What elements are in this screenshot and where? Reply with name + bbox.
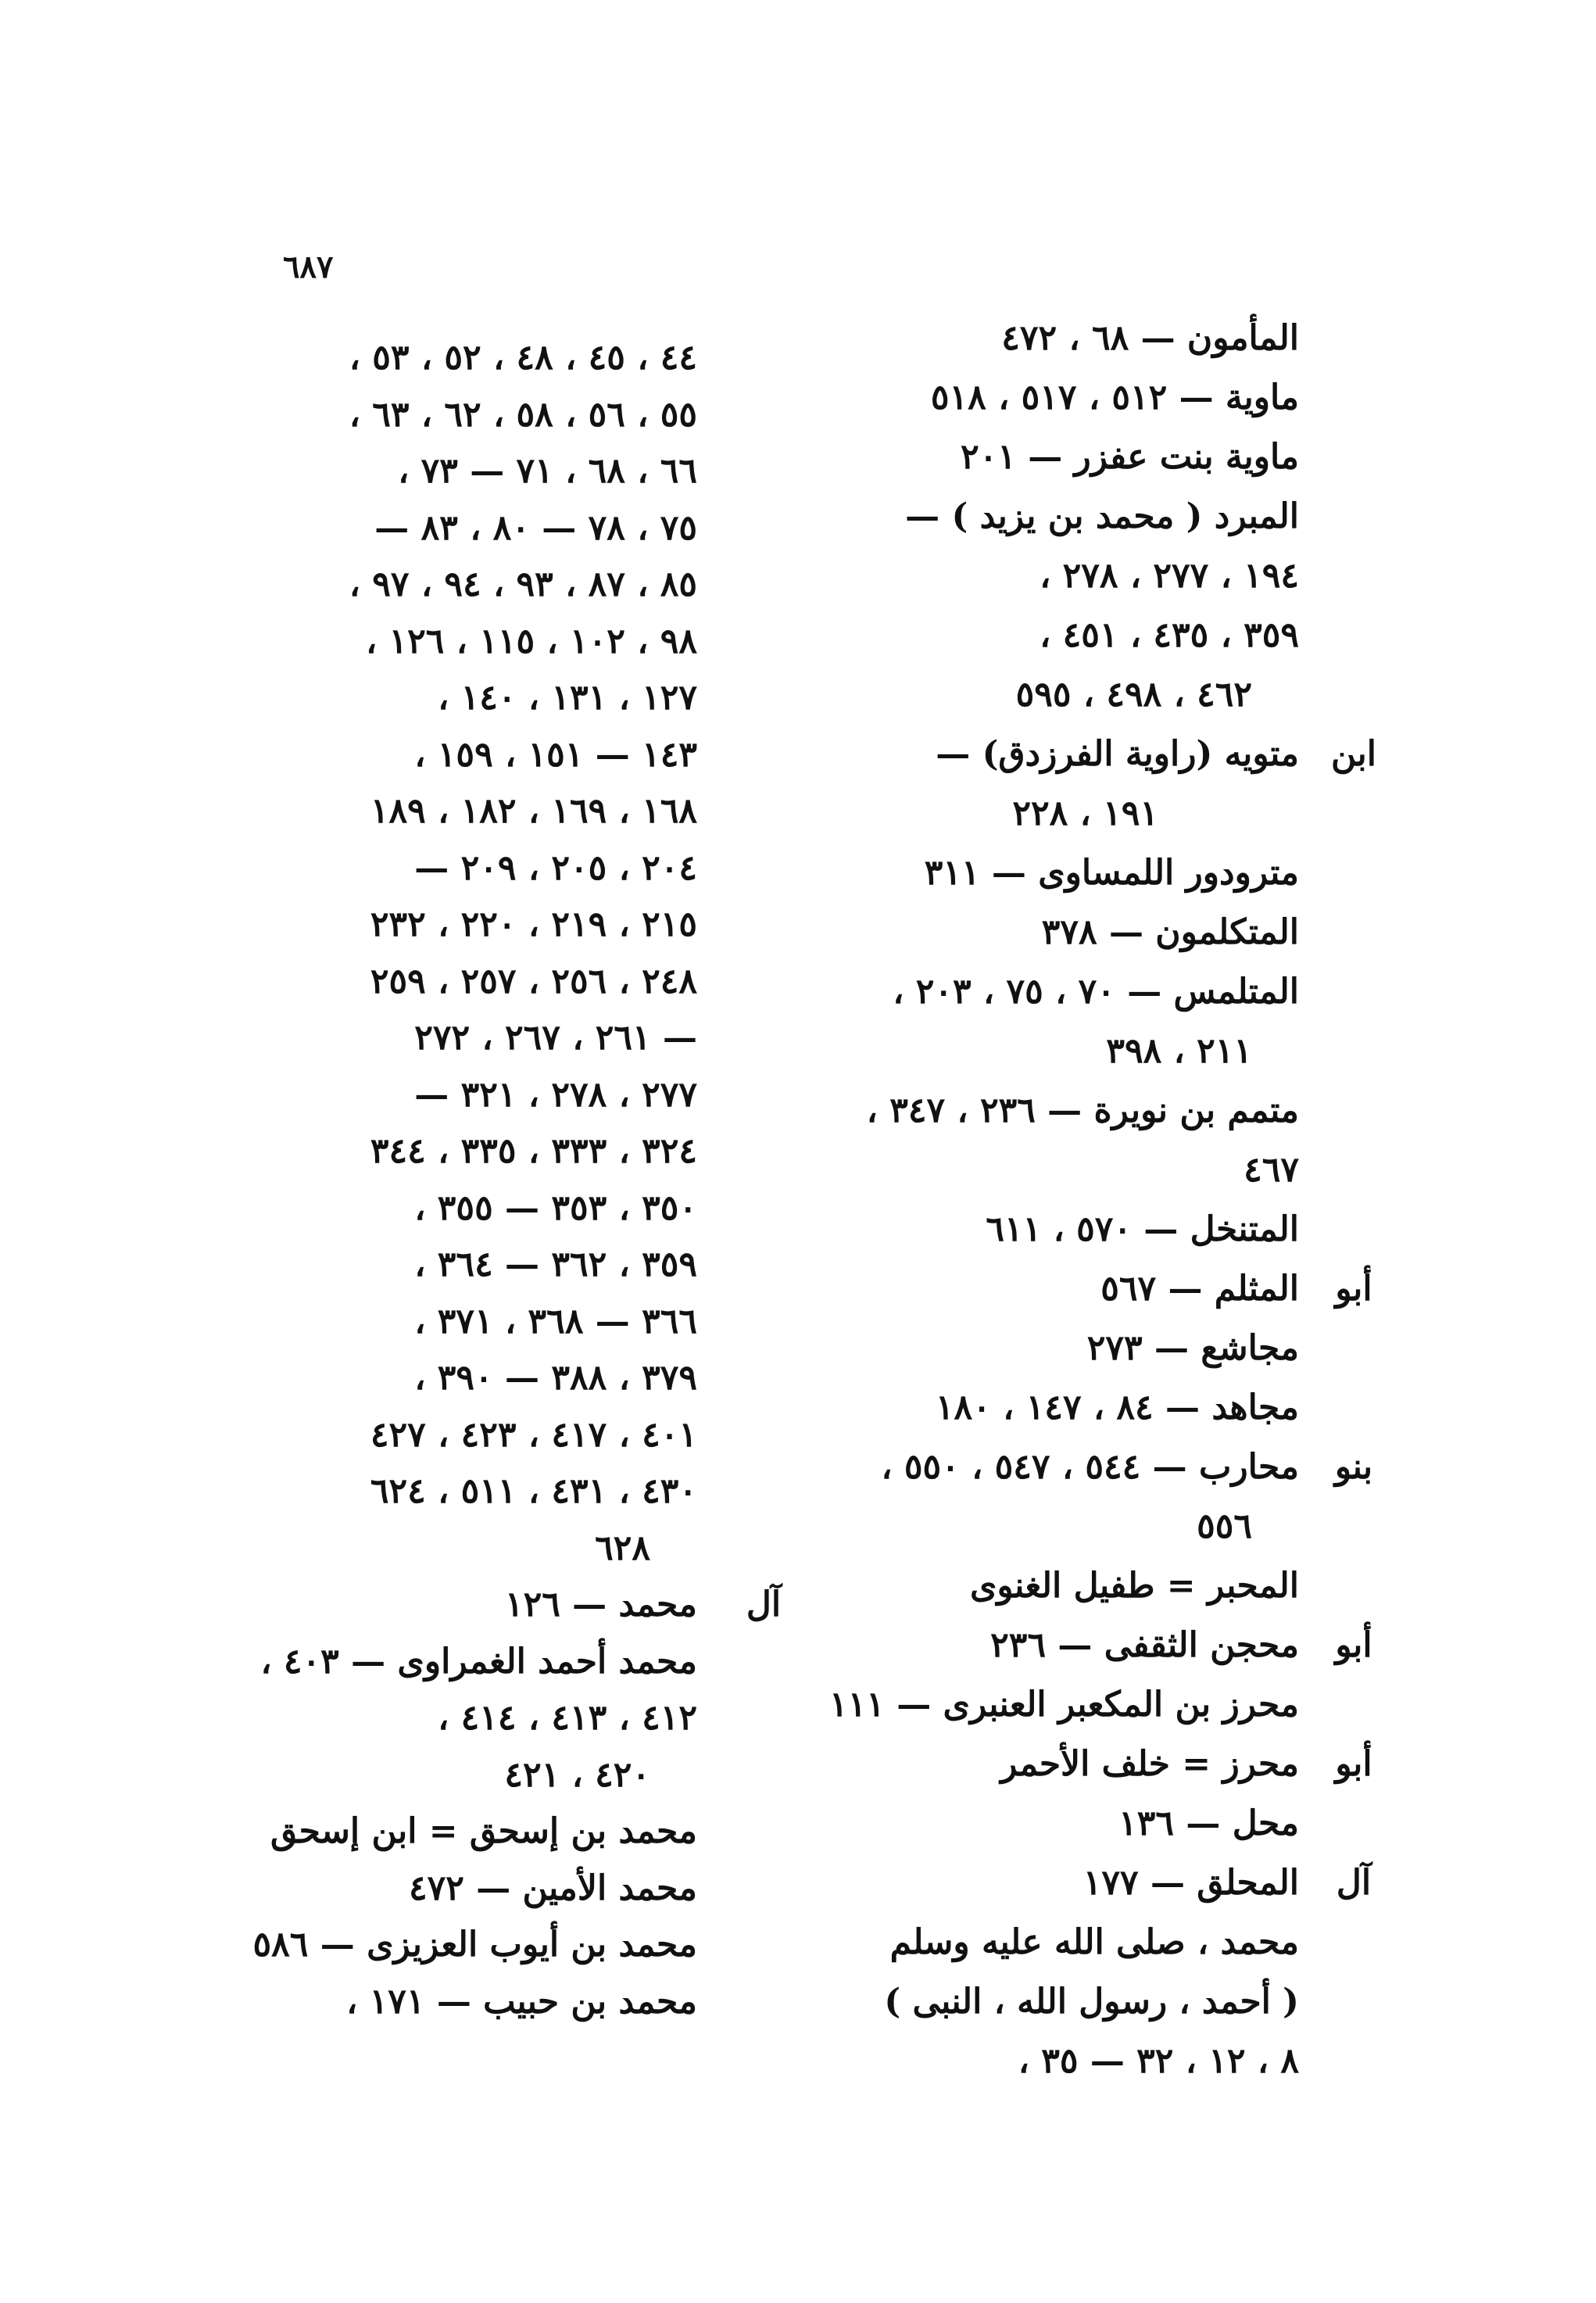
entry-text: ( أحمد ، رسول الله ، النبى ): [884, 1982, 1299, 2022]
index-entry: [705, 1675, 1299, 1735]
entry-text: محرز بن المكعبر العنبرى — ١١١: [828, 1685, 1299, 1725]
index-entry: [705, 487, 1299, 546]
index-entry: [705, 368, 1299, 428]
entry-text: المتلمس — ٧٠ ، ٧٥ ، ٢٠٣ ،: [893, 972, 1299, 1012]
index-entry: [103, 670, 697, 727]
index-entry: [705, 843, 1299, 903]
entry-text: ١٩١ ، ٢٢٨: [1012, 793, 1158, 833]
entry-text: ٢٧٧ ، ٢٧٨ ، ٣٢١ —: [414, 1074, 697, 1115]
entry-text: ٤٦٧: [1244, 1150, 1299, 1190]
index-entry: [103, 1747, 697, 1804]
entry-text: محل — ١٣٦: [1118, 1803, 1299, 1843]
entry-text: المتنخل — ٥٧٠ ، ٦١١: [986, 1209, 1299, 1249]
index-entry: [103, 1634, 697, 1691]
entry-prefix: بنو: [1334, 1447, 1373, 1487]
entry-text: محجن الثقفى — ٢٣٦: [990, 1625, 1299, 1665]
entry-text: محمد ، صلى الله عليه وسلم: [889, 1922, 1299, 1962]
entry-text: ٦٢٨: [595, 1528, 650, 1568]
index-entry: [103, 443, 697, 500]
entry-text: ٢٠٤ ، ٢٠٥ ، ٢٠٩ —: [414, 847, 697, 888]
entry-text: ٧٥ ، ٧٨ — ٨٠ ، ٨٣ —: [374, 507, 697, 548]
entry-text: مجاهد — ٨٤ ، ١٤٧ ، ١٨٠: [935, 1388, 1299, 1427]
index-entry: [705, 1854, 1372, 1913]
index-entry: [103, 614, 697, 671]
index-entry: [103, 557, 697, 614]
index-entry: [705, 903, 1299, 962]
entry-text: المحلق — ١٧٧: [1082, 1863, 1299, 1903]
entry-text: ١٩٤ ، ٢٧٧ ، ٢٧٨ ،: [1040, 556, 1299, 596]
entry-text: ٣٥٩ ، ٣٦٢ — ٣٦٤ ،: [414, 1245, 697, 1284]
index-entry: [705, 1259, 1372, 1319]
entry-text: المحبر = طفيل الغنوى: [969, 1566, 1299, 1606]
index-entry: [103, 1974, 697, 2031]
index-entry: [103, 1577, 782, 1634]
entry-text: — ٢٦١ ، ٢٦٧ ، ٢٧٢: [414, 1018, 697, 1058]
entry-text: ٥٥ ، ٥٦ ، ٥٨ ، ٦٢ ، ٦٣ ،: [349, 394, 697, 435]
entry-text: ٥٥٦: [1197, 1506, 1252, 1546]
entry-text: المثلم — ٥٦٧: [1100, 1269, 1299, 1309]
index-entry: [103, 840, 697, 897]
entry-prefix: ابن: [1331, 734, 1376, 774]
entry-prefix: أبو: [1335, 1744, 1372, 1784]
index-entry: [705, 309, 1299, 368]
index-entry: [103, 330, 697, 387]
index-entry: [103, 500, 697, 557]
entry-text: محمد الأمين — ٤٧٢: [408, 1868, 697, 1908]
entry-text: محمد بن إسحق = ابن إسحق: [270, 1811, 697, 1851]
index-entry: [705, 606, 1299, 665]
index-entry: [103, 1237, 697, 1294]
entry-prefix: آل: [1336, 1863, 1372, 1903]
index-entry: [103, 1803, 697, 1861]
entry-text: متويه (راوية الفرزدق) —: [936, 734, 1299, 774]
index-entry: [705, 546, 1299, 606]
entry-text: المأمون — ٦٨ ، ٤٧٢: [1001, 318, 1299, 358]
entry-text: ٤٠١ ، ٤١٧ ، ٤٢٣ ، ٤٢٧: [370, 1414, 697, 1455]
index-entry: [103, 1350, 697, 1407]
index-entry: [103, 1067, 697, 1124]
entry-text: ٨٥ ، ٨٧ ، ٩٣ ، ٩٤ ، ٩٧ ،: [349, 564, 697, 604]
index-column-right: [705, 309, 1376, 2091]
entry-text: ٤٢٠ ، ٤٢١: [504, 1754, 650, 1795]
index-entry: [705, 725, 1376, 784]
index-entry: [705, 1794, 1299, 1854]
index-entry: [103, 1520, 697, 1578]
index-entry: [705, 1497, 1299, 1556]
entry-text: ٣٥٠ ، ٣٥٣ — ٣٥٥ ،: [414, 1187, 697, 1228]
index-entry: [705, 2032, 1299, 2091]
index-entry: [705, 428, 1299, 487]
entry-text: مجاشع — ٢٧٣: [1086, 1328, 1299, 1368]
entry-prefix: أبو: [1335, 1269, 1372, 1309]
entry-text: محمد بن أيوب العزيزى — ٥٨٦: [252, 1925, 697, 1965]
index-entry: [705, 665, 1299, 725]
entry-text: ١٢٧ ، ١٣١ ، ١٤٠ ،: [438, 678, 697, 718]
entry-text: المتكلمون — ٣٧٨: [1041, 912, 1299, 952]
entry-text: ٤٦٢ ، ٤٩٨ ، ٥٩٥: [1015, 675, 1252, 715]
index-entry: [705, 1141, 1299, 1200]
entry-text: ٤٣٠ ، ٤٣١ ، ٥١١ ، ٦٢٤: [370, 1471, 697, 1511]
entry-text: ٣٥٩ ، ٤٣٥ ، ٤٥١ ،: [1040, 615, 1299, 655]
entry-text: ٩٨ ، ١٠٢ ، ١١٥ ، ١٢٦ ،: [365, 621, 697, 661]
entry-text: المبرد ( محمد بن يزيد ) —: [905, 496, 1299, 536]
index-entry: [705, 1735, 1372, 1794]
entry-text: ٢٤٨ ، ٢٥٦ ، ٢٥٧ ، ٢٥٩: [370, 961, 697, 1001]
entry-text: ماوية — ٥١٢ ، ٥١٧ ، ٥١٨: [930, 378, 1299, 417]
index-entry: [103, 783, 697, 840]
entry-text: ٣٢٤ ، ٣٣٣ ، ٣٣٥ ، ٣٤٤: [370, 1131, 697, 1171]
entry-text: محمد بن حبيب — ١٧١ ،: [346, 1981, 697, 2022]
index-entry: [103, 1294, 697, 1351]
entry-text: محمد — ١٢٦: [504, 1585, 697, 1624]
entry-text: ماوية بنت عفزر — ٢٠١: [960, 437, 1299, 477]
index-entry: [103, 1690, 697, 1747]
entry-text: ٤١٢ ، ٤١٣ ، ٤١٤ ،: [438, 1698, 697, 1738]
index-entry: [705, 1438, 1373, 1497]
entry-text: ٣٦٦ — ٣٦٨ ، ٣٧١ ،: [414, 1301, 697, 1341]
index-entry: [103, 1917, 697, 1974]
entry-prefix: أبو: [1335, 1625, 1372, 1665]
index-entry: [103, 1010, 697, 1067]
index-entry: [103, 727, 697, 784]
entry-text: ٤٤ ، ٤٥ ، ٤٨ ، ٥٢ ، ٥٣ ،: [349, 338, 697, 378]
entry-text: ٦٦ ، ٦٨ ، ٧١ — ٧٣ ،: [398, 451, 697, 491]
index-entry: [103, 897, 697, 954]
index-entry: [705, 784, 1299, 843]
index-entry: [103, 1123, 697, 1180]
index-column-left: [103, 330, 782, 2030]
entry-text: ٨ ، ١٢ ، ٣٢ — ٣٥ ،: [1018, 2041, 1299, 2081]
index-entry: [705, 1081, 1299, 1141]
entry-text: ٢١٥ ، ٢١٩ ، ٢٢٠ ، ٢٣٢: [370, 904, 697, 944]
index-entry: [103, 1180, 697, 1237]
entry-text: مترودور اللمساوى — ٣١١: [924, 853, 1299, 893]
entry-text: متمم بن نويرة — ٢٣٦ ، ٣٤٧ ،: [866, 1091, 1299, 1130]
page-number: ٦٨٧: [283, 249, 334, 285]
entry-text: ١٤٣ — ١٥١ ، ١٥٩ ،: [414, 734, 697, 775]
index-entry: [103, 1861, 697, 1918]
index-entry: [103, 387, 697, 444]
index-entry: [705, 1022, 1299, 1081]
entry-text: ٣٧٩ ، ٣٨٨ — ٣٩٠ ،: [414, 1358, 697, 1398]
entry-text: محارب — ٥٤٤ ، ٥٤٧ ، ٥٥٠ ،: [881, 1447, 1299, 1487]
entry-text: ٢١١ ، ٣٩٨: [1106, 1031, 1252, 1071]
entry-text: محمد أحمد الغمراوى — ٤٠٣ ،: [260, 1641, 697, 1682]
entry-text: ١٦٨ ، ١٦٩ ، ١٨٢ ، ١٨٩: [370, 791, 697, 831]
index-entry: [705, 1378, 1299, 1438]
entry-prefix: آل: [746, 1585, 782, 1624]
index-entry: [103, 954, 697, 1011]
index-entry: [705, 1200, 1299, 1259]
index-entry: [705, 1913, 1299, 1972]
index-entry: [705, 962, 1299, 1022]
index-entry: [705, 1972, 1299, 2032]
entry-text: محرز = خلف الأحمر: [1000, 1744, 1299, 1784]
index-entry: [103, 1407, 697, 1464]
index-entry: [103, 1463, 697, 1520]
index-entry: [705, 1319, 1299, 1378]
